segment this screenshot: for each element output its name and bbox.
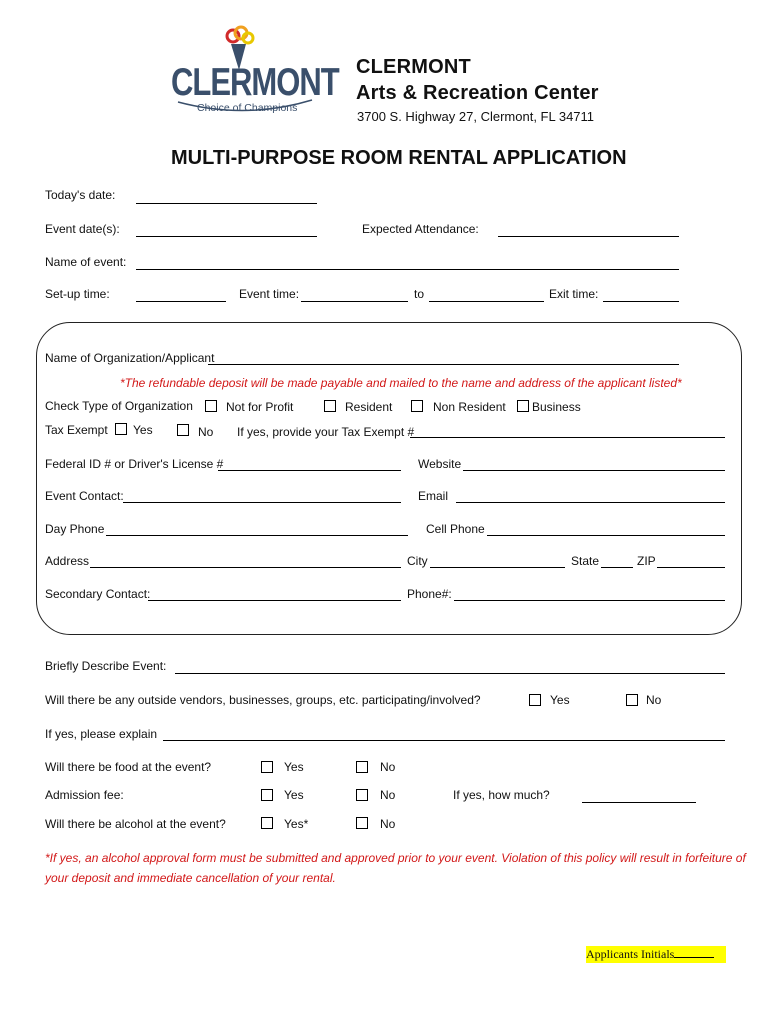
how-much-label: If yes, how much? bbox=[453, 788, 550, 802]
vendors-yes-checkbox[interactable] bbox=[529, 694, 541, 706]
event-time-label: Event time: bbox=[239, 287, 300, 301]
secondary-contact-label: Secondary Contact: bbox=[45, 587, 151, 601]
tax-exempt-yes-label: Yes bbox=[133, 423, 153, 437]
event-time-start-field[interactable] bbox=[301, 301, 408, 302]
business-label: Business bbox=[532, 400, 581, 414]
email-label: Email bbox=[418, 489, 449, 503]
zip-label: ZIP bbox=[637, 554, 656, 568]
cell-phone-label: Cell Phone bbox=[426, 522, 485, 536]
food-no-checkbox[interactable] bbox=[356, 761, 368, 773]
alcohol-question: Will there be alcohol at the event? bbox=[45, 817, 226, 831]
phone-label: Phone#: bbox=[407, 587, 452, 601]
city-field[interactable] bbox=[430, 567, 565, 568]
applicant-initials-label: Applicants Initials bbox=[586, 947, 675, 961]
center-name: Arts & Recreation Center bbox=[356, 82, 599, 104]
expected-attendance-label: Expected Attendance: bbox=[362, 222, 479, 236]
phone-field[interactable] bbox=[454, 600, 725, 601]
logo-tagline: Choice of Champions bbox=[197, 102, 298, 114]
tax-exempt-number-label: If yes, provide your Tax Exempt # bbox=[237, 425, 415, 439]
tax-exempt-label: Tax Exempt bbox=[45, 423, 108, 437]
non-resident-label: Non Resident bbox=[433, 400, 506, 414]
describe-event-field[interactable] bbox=[175, 673, 725, 674]
website-field[interactable] bbox=[463, 470, 725, 471]
food-yes-label: Yes bbox=[284, 760, 304, 774]
check-type-label: Check Type of Organization bbox=[45, 399, 193, 413]
describe-event-label: Briefly Describe Event: bbox=[45, 659, 167, 673]
center-address: 3700 S. Highway 27, Clermont, FL 34711 bbox=[357, 109, 595, 124]
exit-time-label: Exit time: bbox=[549, 287, 599, 301]
vendors-question: Will there be any outside vendors, businesses, groups, etc. participating/involved? bbox=[45, 693, 481, 707]
tax-exempt-no-checkbox[interactable] bbox=[177, 424, 189, 436]
event-contact-field[interactable] bbox=[123, 502, 401, 503]
federal-id-label: Federal ID # or Driver's License # bbox=[45, 457, 224, 471]
todays-date-label: Today's date: bbox=[45, 188, 116, 202]
exit-time-field[interactable] bbox=[603, 301, 679, 302]
setup-time-label: Set-up time: bbox=[45, 287, 110, 301]
alcohol-yes-label: Yes* bbox=[284, 817, 309, 831]
federal-id-field[interactable] bbox=[218, 470, 401, 471]
admission-no-label: No bbox=[380, 788, 396, 802]
alcohol-note-line1: *If yes, an alcohol approval form must be submitted and approved prior to your event. Violation of this policy will result in forfeiture of bbox=[45, 851, 746, 865]
event-name-field[interactable] bbox=[136, 269, 679, 270]
state-label: State bbox=[571, 554, 600, 568]
resident-label: Resident bbox=[345, 400, 393, 414]
alcohol-no-checkbox[interactable] bbox=[356, 817, 368, 829]
state-field[interactable] bbox=[601, 567, 633, 568]
not-for-profit-label: Not for Profit bbox=[226, 400, 294, 414]
admission-label: Admission fee: bbox=[45, 788, 124, 802]
day-phone-field[interactable] bbox=[106, 535, 408, 536]
logo-name: CLERMONT bbox=[171, 60, 339, 104]
resident-checkbox[interactable] bbox=[324, 400, 336, 412]
not-for-profit-checkbox[interactable] bbox=[205, 400, 217, 412]
website-label: Website bbox=[418, 457, 462, 471]
alcohol-note-line2: your deposit and immediate cancellation of your rental. bbox=[45, 871, 336, 885]
deposit-note: *The refundable deposit will be made payable and mailed to the name and address of the applicant listed* bbox=[120, 376, 682, 390]
explain-field[interactable] bbox=[163, 740, 725, 741]
day-phone-label: Day Phone bbox=[45, 522, 105, 536]
how-much-field[interactable] bbox=[582, 802, 696, 803]
event-dates-label: Event date(s): bbox=[45, 222, 120, 236]
to-label: to bbox=[414, 287, 425, 301]
admission-yes-checkbox[interactable] bbox=[261, 789, 273, 801]
applicant-initials-field[interactable] bbox=[586, 946, 726, 963]
event-contact-label: Event Contact: bbox=[45, 489, 124, 503]
event-time-end-field[interactable] bbox=[429, 301, 544, 302]
setup-time-field[interactable] bbox=[136, 301, 226, 302]
zip-field[interactable] bbox=[657, 567, 725, 568]
food-yes-checkbox[interactable] bbox=[261, 761, 273, 773]
city-label: City bbox=[407, 554, 428, 568]
event-name-label: Name of event: bbox=[45, 255, 127, 269]
email-field[interactable] bbox=[456, 502, 725, 503]
admission-yes-label: Yes bbox=[284, 788, 304, 802]
vendors-no-checkbox[interactable] bbox=[626, 694, 638, 706]
todays-date-field[interactable] bbox=[136, 203, 317, 204]
secondary-contact-field[interactable] bbox=[148, 600, 401, 601]
cell-phone-field[interactable] bbox=[487, 535, 725, 536]
food-question: Will there be food at the event? bbox=[45, 760, 212, 774]
expected-attendance-field[interactable] bbox=[498, 236, 679, 237]
alcohol-no-label: No bbox=[380, 817, 396, 831]
vendors-no-label: No bbox=[646, 693, 662, 707]
event-dates-field[interactable] bbox=[136, 236, 317, 237]
org-applicant-field[interactable] bbox=[208, 364, 679, 365]
business-checkbox[interactable] bbox=[517, 400, 529, 412]
alcohol-yes-checkbox[interactable] bbox=[261, 817, 273, 829]
tax-exempt-number-field[interactable] bbox=[410, 437, 725, 438]
admission-no-checkbox[interactable] bbox=[356, 789, 368, 801]
explain-label: If yes, please explain bbox=[45, 727, 158, 741]
non-resident-checkbox[interactable] bbox=[411, 400, 423, 412]
vendors-yes-label: Yes bbox=[550, 693, 570, 707]
address-field[interactable] bbox=[90, 567, 401, 568]
org-name: CLERMONT bbox=[356, 56, 471, 78]
address-label: Address bbox=[45, 554, 90, 568]
form-title: MULTI-PURPOSE ROOM RENTAL APPLICATION bbox=[171, 147, 627, 169]
tax-exempt-no-label: No bbox=[198, 425, 214, 439]
tax-exempt-yes-checkbox[interactable] bbox=[115, 423, 127, 435]
org-applicant-label: Name of Organization/Applicant bbox=[45, 351, 215, 365]
food-no-label: No bbox=[380, 760, 396, 774]
